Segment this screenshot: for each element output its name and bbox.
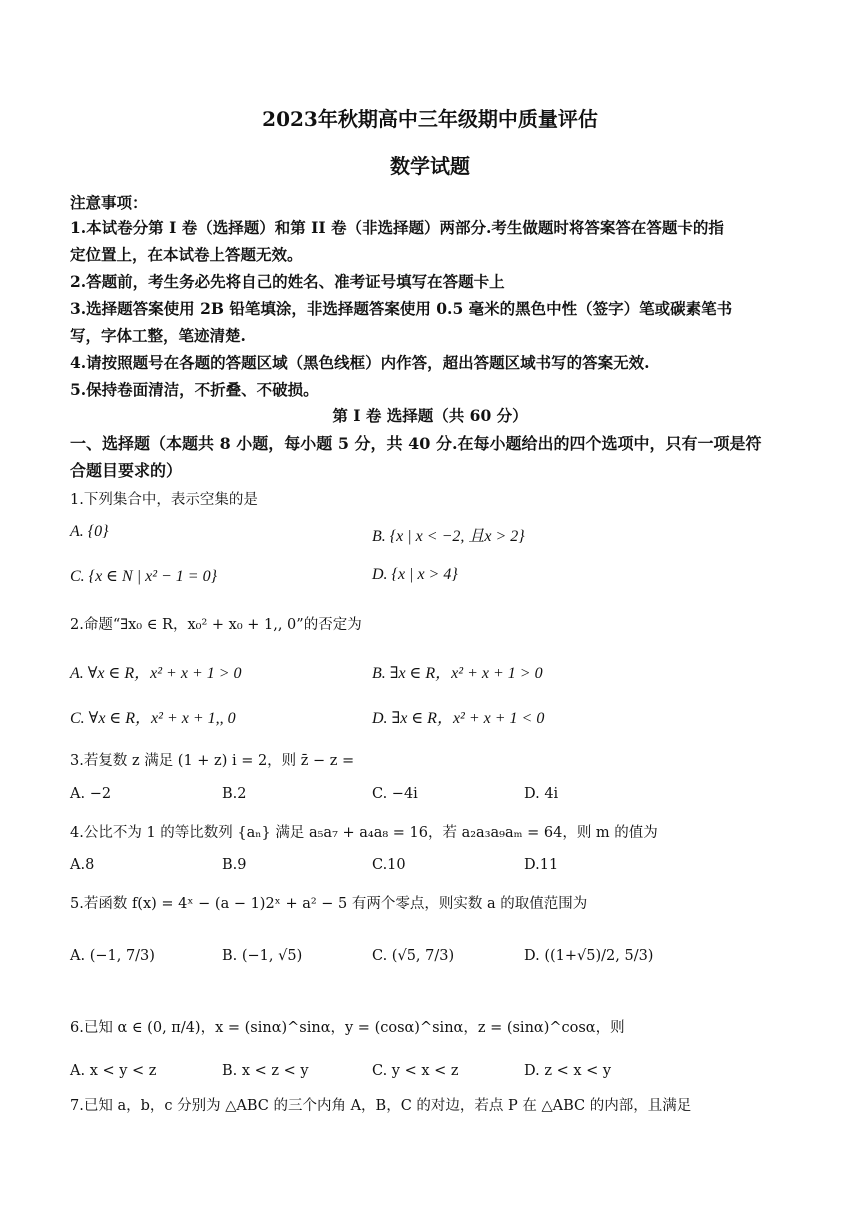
- option-a: A. (−1, 7/3): [70, 948, 155, 964]
- notice-line: 1.本试卷分第 I 卷（选择题）和第 II 卷（非选择题）两部分.考生做题时将答案答在答题卡的指: [70, 218, 724, 237]
- option-a: A. ∀x ∈ R，x² + x + 1 > 0: [70, 665, 242, 682]
- option-d: D. z < x < y: [524, 1063, 612, 1079]
- option-d: D. ((1+√5)/2, 5/3): [524, 948, 654, 964]
- notice-line: 2.答题前，考生务必先将自己的姓名、准考证号填写在答题卡上: [70, 272, 505, 291]
- option-b: B. ∃x ∈ R，x² + x + 1 > 0: [372, 665, 543, 682]
- option-c: C. y < x < z: [372, 1063, 459, 1079]
- section-instruction: 合题目要求的）: [70, 461, 183, 480]
- option-b: B.2: [222, 786, 247, 802]
- question-stem: 5.若函数 f(x) = 4ˣ − (a − 1)2ˣ + a² − 5 有两个零点，则实数 a 的取值范围为: [70, 896, 588, 912]
- part-title: 第 I 卷 选择题（共 60 分）: [332, 406, 528, 425]
- question-stem: 3.若复数 z 满足 (1 + z) i = 2，则 z̄ − z =: [70, 753, 355, 769]
- option-b: B. x < z < y: [222, 1063, 309, 1079]
- exam-title: 2023年秋期高中三年级期中质量评估: [262, 107, 598, 131]
- option-c: C. {x ∈ N | x² − 1 = 0}: [70, 568, 217, 585]
- notice-heading: 注意事项：: [70, 193, 148, 212]
- question-stem: 7.已知 a，b，c 分别为 △ABC 的三个内角 A，B，C 的对边，若点 P 在 △ABC 的内部，且满足: [70, 1098, 692, 1114]
- notice-line: 定位置上，在本试卷上答题无效。: [70, 245, 303, 264]
- option-c: C. −4i: [372, 786, 418, 802]
- option-d: D.11: [524, 857, 559, 873]
- option-b: B. {x | x < −2, 且x > 2}: [372, 528, 525, 545]
- option-b: B.9: [222, 857, 247, 873]
- option-a: A. {0}: [70, 523, 109, 540]
- question-stem: 1.下列集合中，表示空集的是: [70, 492, 258, 508]
- option-d: D. {x | x > 4}: [372, 566, 458, 583]
- exam-subtitle: 数学试题: [390, 154, 470, 178]
- option-b: B. (−1, √5): [222, 948, 303, 964]
- question-stem: 2.命题“∃x₀ ∈ R，x₀² + x₀ + 1,, 0”的否定为: [70, 617, 362, 633]
- section-instruction: 一、选择题（本题共 8 小题，每小题 5 分，共 40 分.在每小题给出的四个选项中，只有一项是符: [70, 434, 762, 453]
- notice-line: 写，字体工整，笔迹清楚.: [70, 326, 246, 345]
- option-c: C.10: [372, 857, 406, 873]
- option-d: D. ∃x ∈ R，x² + x + 1 < 0: [372, 710, 545, 727]
- option-d: D. 4i: [524, 786, 559, 802]
- option-a: A. −2: [70, 786, 112, 802]
- option-a: A. x < y < z: [70, 1063, 157, 1079]
- notice-line: 5.保持卷面清洁，不折叠、不破损。: [70, 380, 319, 399]
- option-c: C. (√5, 7/3): [372, 948, 455, 964]
- question-stem: 6.已知 α ∈ (0, π/4)，x = (sinα)^sinα，y = (cosα)^sinα，z = (sinα)^cosα，则: [70, 1020, 625, 1036]
- option-a: A.8: [70, 857, 95, 873]
- question-stem: 4.公比不为 1 的等比数列 {aₙ} 满足 a₅a₇ + a₄a₈ = 16，若 a₂a₃a₉aₘ = 64，则 m 的值为: [70, 825, 658, 841]
- notice-line: 4.请按照题号在各题的答题区域（黑色线框）内作答，超出答题区域书写的答案无效.: [70, 353, 650, 372]
- option-c: C. ∀x ∈ R，x² + x + 1,, 0: [70, 710, 236, 727]
- notice-line: 3.选择题答案使用 2B 铅笔填涂，非选择题答案使用 0.5 毫米的黑色中性（签字）笔或碳素笔书: [70, 299, 733, 318]
